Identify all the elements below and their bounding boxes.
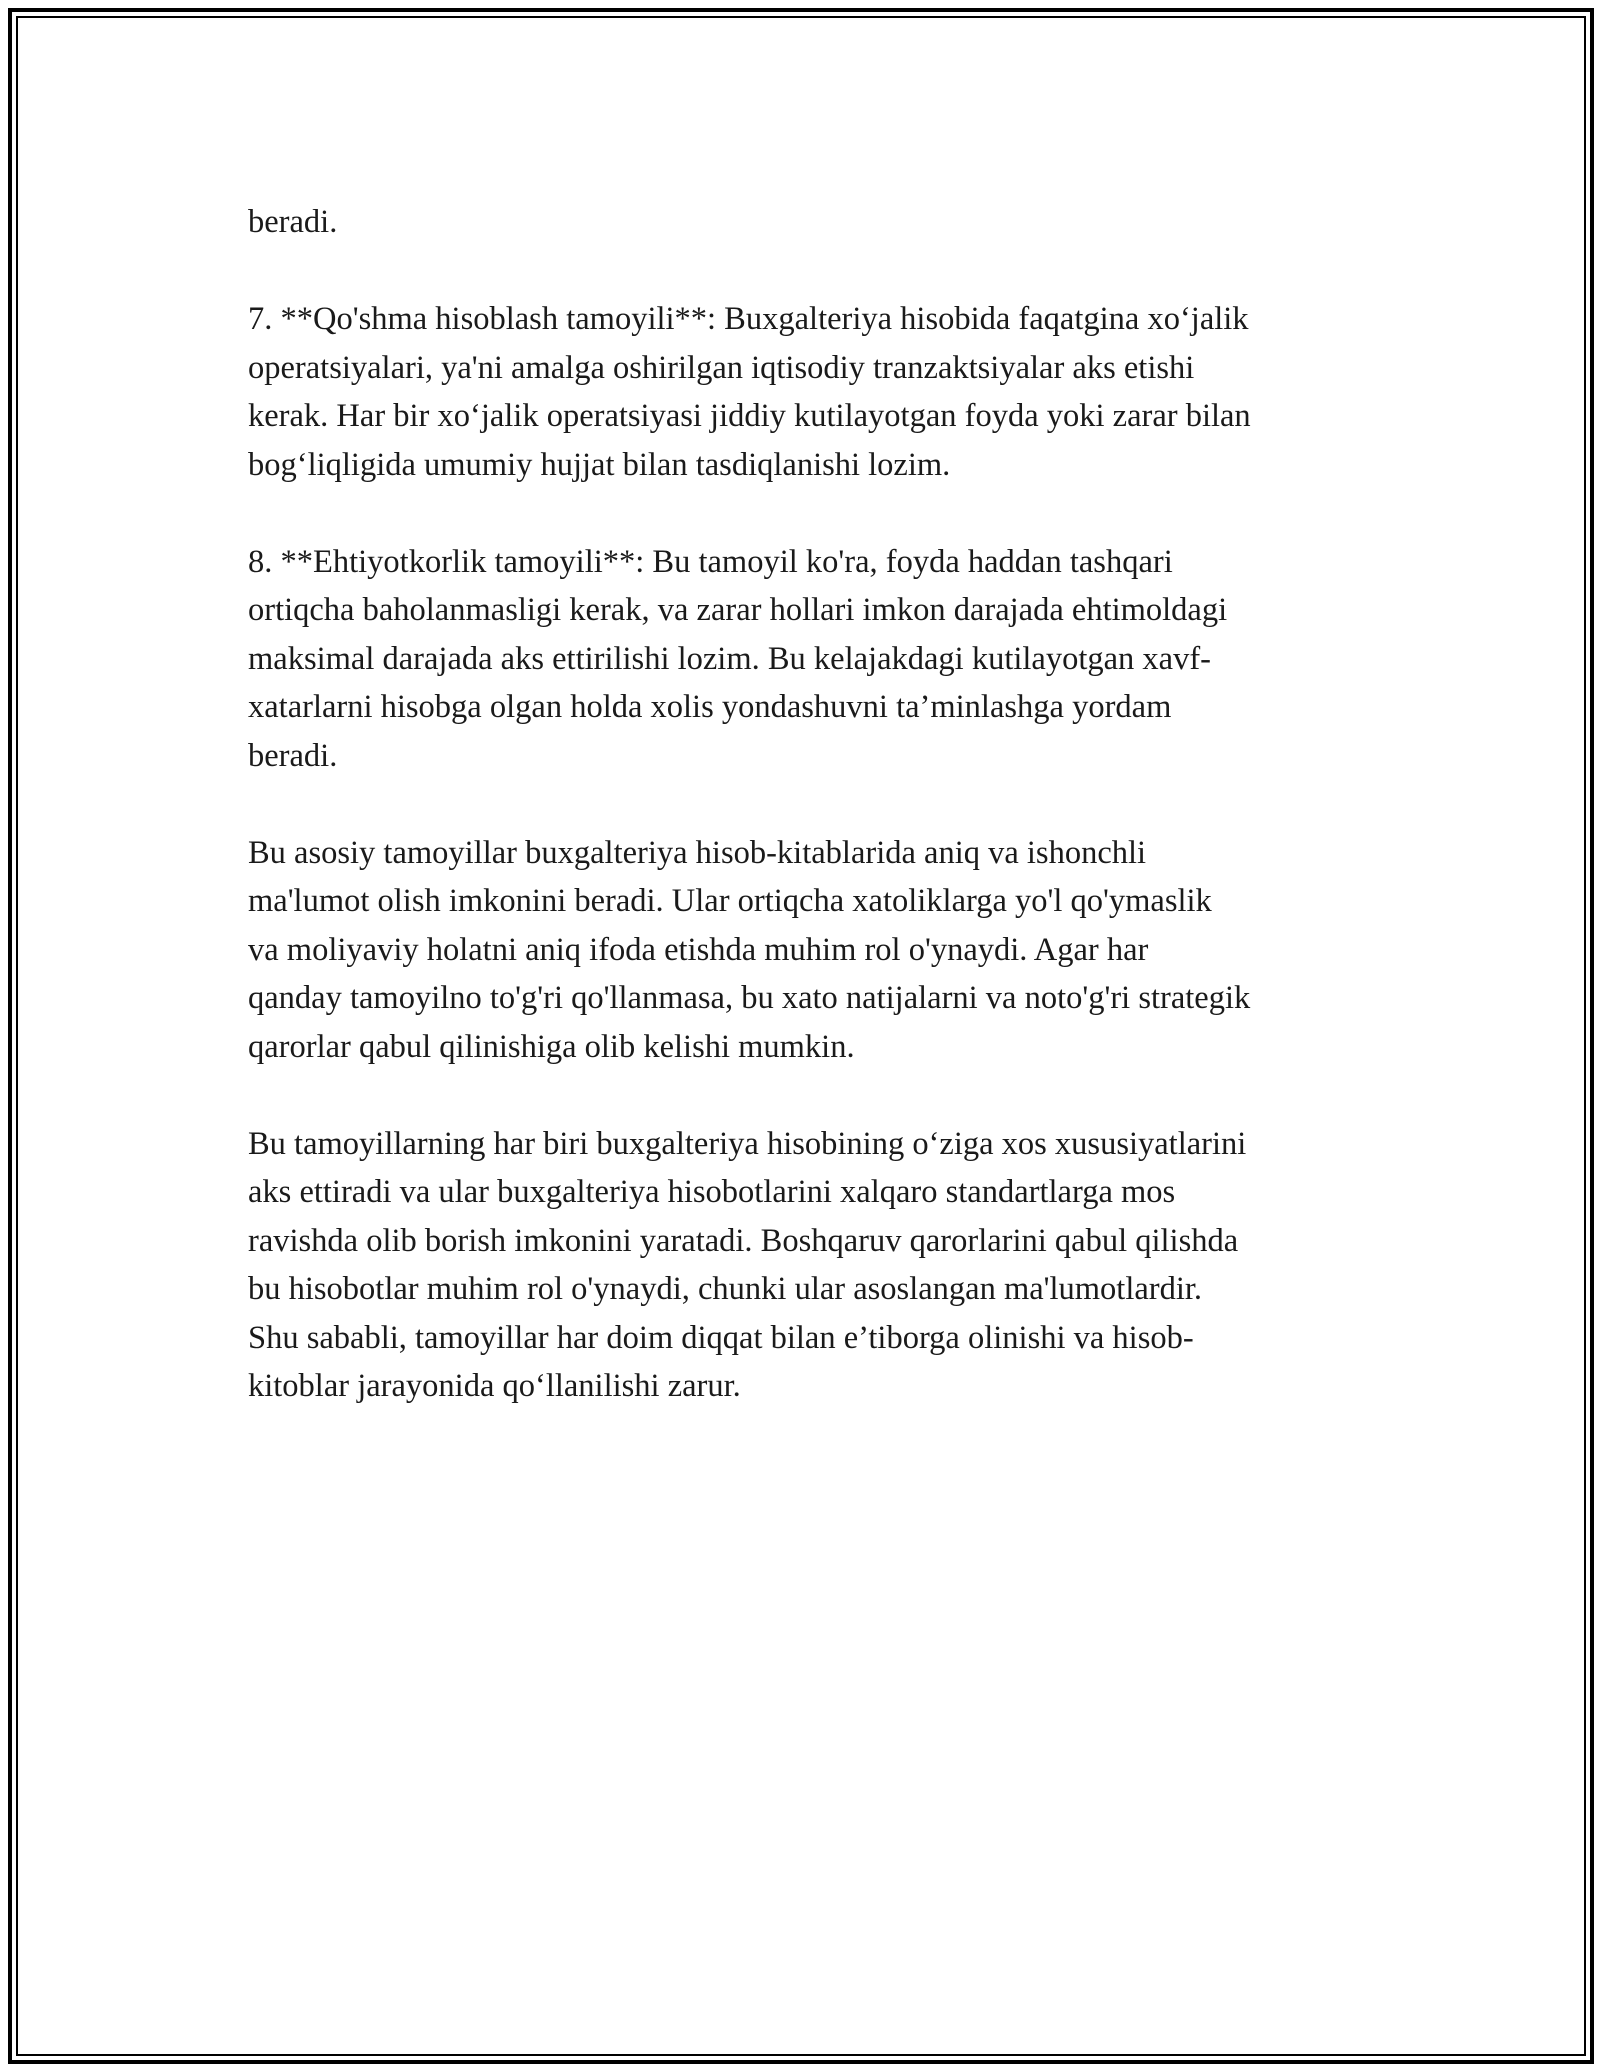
text-line: 8. **Ehtiyotkorlik tamoyili**: Bu tamoyil ko'ra, foyda haddan tashqari xyxy=(248,543,1173,580)
text-line: Shu sababli, tamoyillar har doim diqqat bilan e’tiborga olinishi va hisob- xyxy=(248,1319,1194,1356)
page-frame xyxy=(8,8,1594,2064)
text-line: bu hisobotlar muhim rol o'ynaydi, chunki ular asoslangan ma'lumotlardir. xyxy=(248,1271,1203,1307)
text-line: aks ettiradi va ular buxgalteriya hisobotlarini xalqaro standartlarga mos xyxy=(248,1174,1176,1210)
text-line: ma'lumot olish imkonini beradi. Ular ortiqcha xatoliklarga yo'l qo'ymaslik xyxy=(248,883,1212,919)
text-line: bog‘liqligida umumiy hujjat bilan tasdiqlanishi lozim. xyxy=(248,446,951,483)
text-line: kerak. Har bir xo‘jalik operatsiyasi jiddiy kutilayotgan foyda yoki zarar bilan xyxy=(248,398,1251,434)
paragraph-principle-7 xyxy=(248,295,1388,489)
paragraph-continuation xyxy=(248,198,1388,247)
paragraph-conclusion xyxy=(248,1120,1388,1411)
paragraph-summary xyxy=(248,829,1388,1072)
text-line: beradi. xyxy=(248,737,338,774)
text-line: ravishda olib borish imkonini yaratadi. Boshqaruv qarorlarini qabul qilishda xyxy=(248,1222,1239,1259)
text-line: 7. **Qo'shma hisoblash tamoyili**: Buxgalteriya hisobida faqatgina xo‘jalik xyxy=(248,301,1249,337)
text-line: operatsiyalari, ya'ni amalga oshirilgan iqtisodiy tranzaktsiyalar aks etishi xyxy=(248,349,1195,386)
text-line: Bu asosiy tamoyillar buxgalteriya hisob-kitablarida aniq va ishonchli xyxy=(248,834,1147,871)
text-line: beradi. xyxy=(248,204,338,240)
text-line: va moliyaviy holatni aniq ifoda etishda muhim rol o'ynaydi. Agar har xyxy=(248,931,1149,968)
text-line: qarorlar qabul qilinishiga olib kelishi mumkin. xyxy=(248,1028,855,1065)
text-line: qanday tamoyilno to'g'ri qo'llanmasa, bu xato natijalarni va noto'g'ri strategik xyxy=(248,980,1251,1016)
text-line: ortiqcha baholanmasligi kerak, va zarar hollari imkon darajada ehtimoldagi xyxy=(248,592,1228,628)
text-line: maksimal darajada aks ettirilishi lozim. Bu kelajakdagi kutilayotgan xavf- xyxy=(248,640,1211,677)
text-line: kitoblar jarayonida qo‘llanilishi zarur. xyxy=(248,1368,741,1404)
paragraph-principle-8 xyxy=(248,538,1388,781)
text-line: xatarlarni hisobga olgan holda xolis yondashuvni ta’minlashga yordam xyxy=(248,689,1172,725)
text-line: Bu tamoyillarning har biri buxgalteriya hisobining o‘ziga xos xususiyatlarini xyxy=(248,1125,1247,1162)
document-body xyxy=(248,198,1388,1459)
